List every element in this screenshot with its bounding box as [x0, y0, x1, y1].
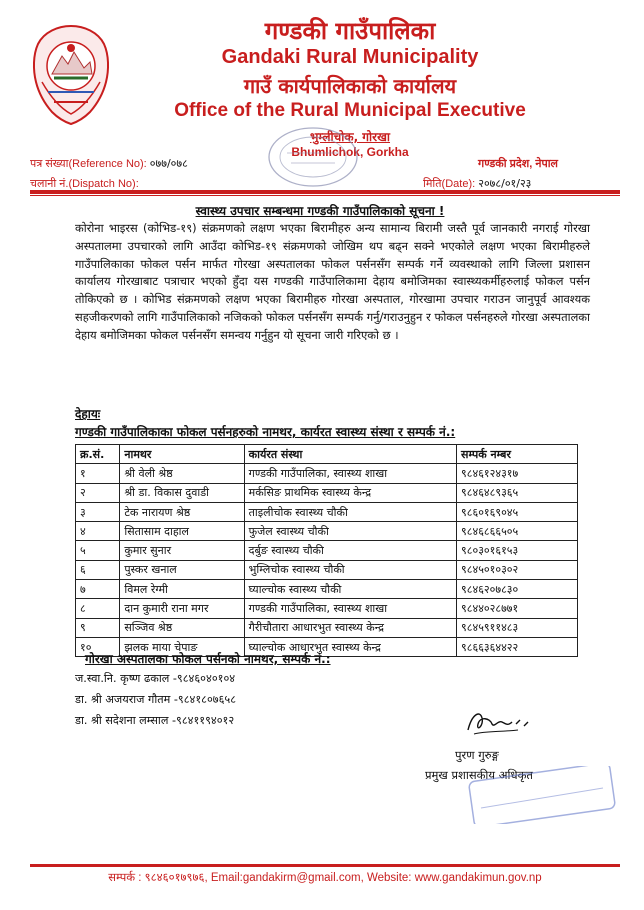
header-institution: कार्यरत संस्था: [244, 445, 456, 464]
signer-title: प्रमुख प्रशासकीय अधिकृत: [425, 768, 533, 782]
office-name-nepali: गाउँ कार्यपालिकाको कार्यालय: [243, 74, 457, 98]
serial-cell: ४: [76, 522, 120, 541]
header-contact: सम्पर्क नम्बर: [457, 445, 578, 464]
province-label: गण्डकी प्रदेश, नेपाल: [478, 158, 559, 170]
hospital-contact-line: ज.स्वा.नि. कृष्ण ढकाल -९८४६०४०१०४: [75, 672, 236, 685]
address-english: Bhumlichok, Gorkha: [291, 145, 409, 159]
name-cell: कुमार सुनार: [120, 541, 244, 560]
name-cell: श्री वेली श्रेष्ठ: [120, 464, 244, 483]
contact-cell: ९८४६२०७८३०: [457, 580, 578, 599]
date-value: २०७८/०१/२३: [478, 177, 532, 190]
institution-cell: गण्डकी गाउँपालिका, स्वास्थ्य शाखा: [244, 599, 456, 618]
table-row: [76, 560, 578, 579]
name-cell: झलक माया चेपाङ: [120, 637, 244, 656]
institution-cell: भुम्लिचोक स्वास्थ्य चौकी: [244, 560, 456, 579]
serial-cell: ५: [76, 541, 120, 560]
serial-cell: २: [76, 483, 120, 502]
serial-cell: ९: [76, 618, 120, 637]
header-serial: क्र.सं.: [76, 445, 120, 464]
date-field: [423, 176, 531, 191]
table-row: [76, 541, 578, 560]
table-row: [76, 522, 578, 541]
serial-cell: ८: [76, 599, 120, 618]
table-row: [76, 483, 578, 502]
date-label: मिति(Date):: [423, 178, 476, 190]
dispatch-number: [30, 176, 139, 191]
notice-subject: स्वास्थ्य उपचार सम्बन्धमा गण्डकी गाउँपालिकाको सूचना !: [195, 204, 445, 218]
name-cell: श्री डा. विकास दुवाडी: [120, 483, 244, 502]
name-cell: सञ्जिव श्रेष्ठ: [120, 618, 244, 637]
table-row: [76, 599, 578, 618]
contact-cell: ९८४५०१०३०२: [457, 560, 578, 579]
serial-cell: ६: [76, 560, 120, 579]
official-seal-stamp: [467, 766, 617, 824]
office-name-english: Office of the Rural Municipal Executive: [174, 100, 526, 121]
name-cell: विमल रेग्मी: [120, 580, 244, 599]
institution-cell: दर्बुङ स्वास्थ्य चौकी: [244, 541, 456, 560]
contact-cell: ९८४६१२४३१७: [457, 464, 578, 483]
serial-cell: १: [76, 464, 120, 483]
contact-cell: ९८६६३६४४२२: [457, 637, 578, 656]
municipality-name-nepali: गण्डकी गाउँपालिका: [264, 17, 436, 45]
reference-value: ०७७/०७८: [149, 157, 188, 170]
table-row: [76, 502, 578, 521]
hospital-contact-line: डा. श्री सदेशना लम्साल -९८४११९४०१२: [75, 714, 235, 727]
contact-cell: ९८४६४८९३६५: [457, 483, 578, 502]
table-row: [76, 618, 578, 637]
name-cell: पुस्कर खनाल: [120, 560, 244, 579]
serial-cell: १०: [76, 637, 120, 656]
header-name: नामथर: [120, 445, 244, 464]
contact-cell: ९८४६८६६५०५: [457, 522, 578, 541]
name-cell: टेक नारायण श्रेष्ठ: [120, 502, 244, 521]
institution-cell: गण्डकी गाउँपालिका, स्वास्थ्य शाखा: [244, 464, 456, 483]
hospital-focal-title: गोरखा अस्पतालका फोकल पर्सनको नामथर, सम्पर्क नं.:: [85, 652, 331, 666]
name-cell: दान कुमारी राना मगर: [120, 599, 244, 618]
reference-number: [30, 156, 188, 171]
institution-cell: घ्याल्चोक स्वास्थ्य चौकी: [244, 580, 456, 599]
office-stamp-image: [265, 125, 361, 189]
contact-cell: ९८६०१६९०४५: [457, 502, 578, 521]
address-nepali: भुम्लीचोक, गोरखा: [309, 130, 391, 144]
header-divider-thin: [30, 195, 620, 196]
table-header-row: [76, 445, 578, 464]
institution-cell: फुजेल स्वास्थ्य चौकी: [244, 522, 456, 541]
serial-cell: ३: [76, 502, 120, 521]
name-cell: सितासाम दाहाल: [120, 522, 244, 541]
notice-body: कोरोना भाइरस (कोभिड-१९) संक्रमणको लक्षण भएका बिरामीहरु अन्य सामान्य बिरामी जस्तै पूर्व जानकारी नगराई गोरखा अस्पतालमा उपचारको लागि आउँदा कोभिड-१९ संक्रमणको जोखिम थप बढ्न सक्ने भएकोले लक्षण भएका बिरामीहरुले गाउँपालिकाका फोकल पर्सन मार्फत गोरखा अस्पतालका फोकल पर्सनसँग सम्पर्क गर्ने व्यवस्थाको लागि जिल्ला प्रशासन कार्यालय गोरखाबाट पत्राचार भएको हुँदा यस गण्डकी गाउँपालिकामा देहाय बमोजिमका स्वास्थ्यकर्मीहरुलाई फोकल पर्सन तोकिएको छ । कोभिड संक्रमणको लक्षण भएका बिरामीहरु गोरखा अस्पताल, गोरखामा उपचार गराउन जानुपूर्व आवश्यक सहजीकरणको लागि गाउँपालिकाको नजिकको फोकल पर्सनसँग सम्पर्क गर्नु/गराउनुहुन र फोकल पर्सनहरुले गोरखा अस्पतालका देहाय बमोजिमका फोकल पर्सनसँग समन्वय गर्नुहुन यो सूचना जारी गरिएको छ ।: [75, 221, 590, 342]
signer-name: पुरण गुरुङ्ग: [455, 748, 499, 762]
institution-cell: ताइलीचोक स्वास्थ्य चौकी: [244, 502, 456, 521]
table-row: [76, 580, 578, 599]
contact-cell: ९८४४०२८७७१: [457, 599, 578, 618]
dispatch-label: चलानी नं.(Dispatch No):: [30, 178, 139, 190]
focal-person-table: [75, 444, 578, 657]
institution-cell: गैरीचौतारा आधारभुत स्वास्थ्य केन्द्र: [244, 618, 456, 637]
footer-divider: [30, 864, 620, 867]
header-divider: [30, 190, 620, 194]
dehay-label: देहायः: [75, 407, 101, 421]
hospital-contact-line: डा. श्री अजयराज गौतम -९८४१८०७६५८: [75, 693, 237, 706]
table-row: [76, 464, 578, 483]
reference-label: पत्र संख्या(Reference No):: [30, 158, 147, 170]
contact-cell: ९८०३०१६१५३: [457, 541, 578, 560]
handwritten-signature: [462, 704, 532, 738]
municipality-emblem-logo: [30, 22, 112, 126]
institution-cell: मर्कसिङ प्राथमिक स्वास्थ्य केन्द्र: [244, 483, 456, 502]
municipality-name-english: Gandaki Rural Municipality: [221, 46, 479, 68]
footer-contact-info: सम्पर्क : ९८४६०१७९७६, Email:gandakirm@gmail.com, Website: www.gandakimun.gov.np: [108, 872, 542, 884]
contact-cell: ९८४५९११४८३: [457, 618, 578, 637]
table-title: गण्डकी गाउँपालिकाका फोकल पर्सनहरुको नामथर, कार्यरत स्वास्थ्य संस्था र सम्पर्क नं.:: [75, 425, 456, 439]
institution-cell: घ्याल्चोक आधारभुत स्वास्थ्य केन्द्र: [244, 637, 456, 656]
serial-cell: ७: [76, 580, 120, 599]
